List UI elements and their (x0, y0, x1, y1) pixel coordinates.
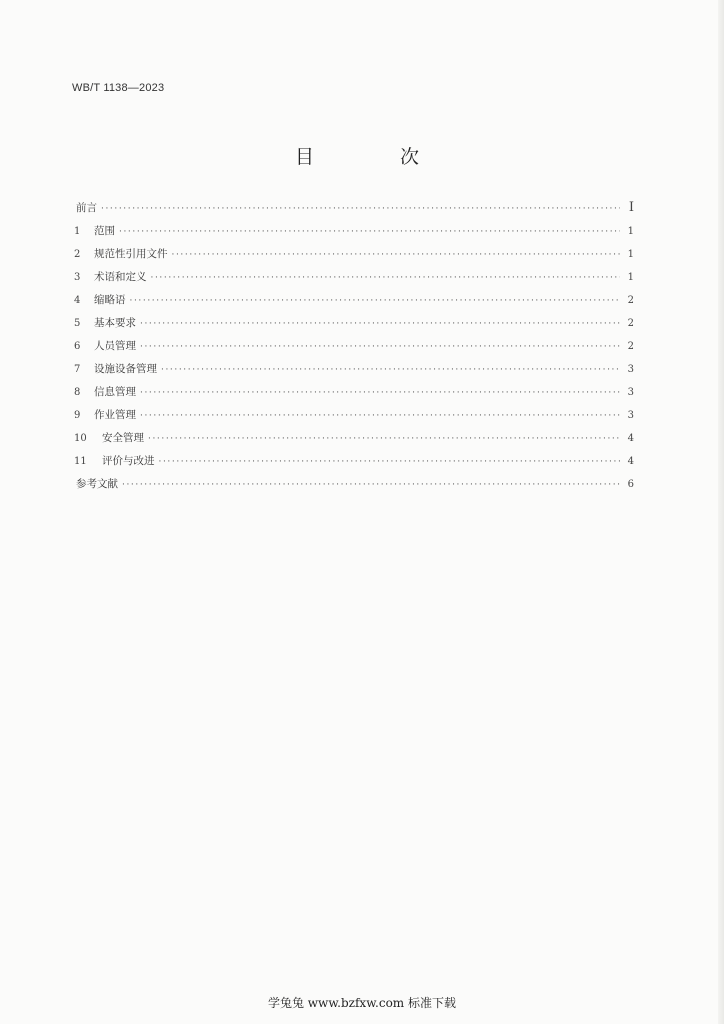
toc-entry-number: 10 (74, 433, 87, 444)
toc-entry-11[interactable] (74, 453, 634, 476)
toc-leader (130, 296, 621, 306)
toc-entry-references[interactable] (74, 476, 634, 499)
toc-leader (140, 319, 620, 329)
toc-entry-8[interactable] (74, 384, 634, 407)
download-footer: 学兔兔 www.bzfxw.com 标准下载 (267, 996, 457, 1010)
toc-entry-number: 4 (74, 295, 81, 306)
toc-leader (172, 250, 621, 260)
toc-entry-4[interactable] (74, 292, 634, 315)
toc-entry-6[interactable] (74, 338, 634, 361)
toc-entry-number: 3 (74, 272, 81, 283)
toc-entry-page: 2 (627, 295, 634, 306)
toc-entry-label: 规范性引用文件 (94, 248, 168, 260)
toc-leader (140, 342, 620, 352)
toc-entry-foreword[interactable] (74, 200, 634, 223)
toc-leader (140, 388, 620, 398)
toc-entry-9[interactable] (74, 407, 634, 430)
toc-entry-label: 范围 (94, 225, 115, 237)
toc-entry-page: 4 (627, 433, 634, 444)
toc-entry-label: 信息管理 (94, 386, 136, 398)
toc-leader (119, 227, 620, 237)
toc-entry-page: 3 (627, 364, 634, 375)
toc-entry-number: 6 (74, 341, 81, 352)
toc-leader (148, 434, 620, 444)
toc-entry-page: I (628, 200, 634, 215)
toc-entry-page: 2 (627, 341, 634, 352)
toc-entry-7[interactable] (74, 361, 634, 384)
toc-leader (101, 204, 620, 214)
toc-entry-label: 安全管理 (102, 432, 144, 444)
toc-leader (159, 457, 621, 467)
toc-entry-page: 1 (627, 272, 634, 283)
toc-leader (140, 411, 620, 421)
toc-entry-2[interactable] (74, 246, 634, 269)
toc-entry-10[interactable] (74, 430, 634, 453)
toc-entry-label: 基本要求 (94, 317, 136, 329)
toc-entry-number: 1 (74, 226, 81, 237)
scan-edge (718, 0, 724, 1024)
toc-entry-1[interactable] (74, 223, 634, 246)
table-of-contents (74, 200, 634, 499)
toc-entry-number: 8 (74, 387, 81, 398)
toc-leader (161, 365, 620, 375)
toc-entry-number: 2 (74, 249, 81, 260)
toc-entry-number: 5 (74, 318, 81, 329)
toc-entry-label: 前言 (76, 202, 97, 214)
toc-entry-label: 评价与改进 (102, 455, 155, 467)
toc-entry-5[interactable] (74, 315, 634, 338)
toc-entry-page: 1 (627, 226, 634, 237)
toc-entry-page: 1 (627, 249, 634, 260)
toc-entry-number: 11 (74, 456, 87, 467)
toc-entry-label: 参考文献 (76, 478, 118, 490)
document-id: WB/T 1138—2023 (72, 82, 165, 94)
toc-entry-3[interactable] (74, 269, 634, 292)
toc-entry-page: 2 (627, 318, 634, 329)
toc-entry-label: 作业管理 (94, 409, 136, 421)
toc-entry-label: 术语和定义 (94, 271, 147, 283)
toc-entry-number: 9 (74, 410, 81, 421)
toc-entry-label: 设施设备管理 (94, 363, 157, 375)
toc-entry-label: 缩略语 (94, 294, 126, 306)
toc-entry-label: 人员管理 (94, 340, 136, 352)
toc-entry-page: 4 (627, 456, 634, 467)
toc-entry-page: 3 (627, 387, 634, 398)
toc-leader (151, 273, 621, 283)
toc-leader (122, 480, 620, 490)
toc-entry-page: 6 (627, 479, 634, 490)
toc-entry-page: 3 (627, 410, 634, 421)
toc-entry-number: 7 (74, 364, 81, 375)
page-title: 目 次 (294, 146, 460, 168)
